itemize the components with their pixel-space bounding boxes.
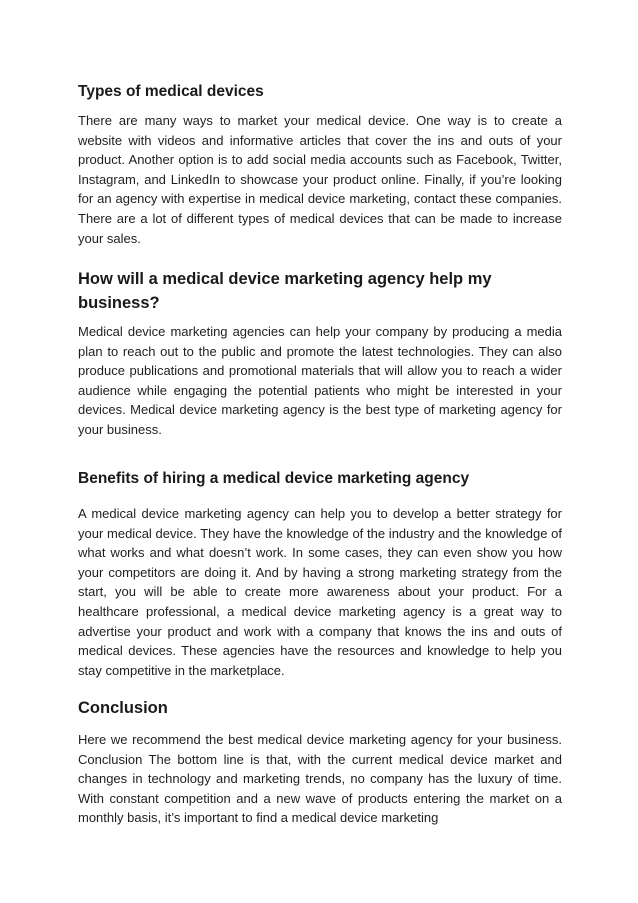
section-heading: How will a medical device marketing agency help my business?	[78, 270, 492, 312]
section-paragraph: A medical device marketing agency can help you to develop a better strategy for your medical device. They have the knowledge of the industry and the knowledge of what works and what doesn’t work. In some cases, they can even show you how your competitors are doing it. And by having a strong marketing strategy from the start, you will be able to create more awareness about your product. For a healthcare professional, a medical device marketing agency is a great way to advertise your product and work with a company that knows the ins and outs of medical devices. These agencies have the resources and knowledge to help you stay competitive in the marketplace.	[78, 506, 562, 678]
section-how-agency-helps	[78, 267, 562, 440]
section-heading: Types of medical devices	[78, 83, 264, 100]
section-paragraph: There are many ways to market your medical device. One way is to create a website with videos and informative articles that cover the ins and outs of your product. Another option is to add social media accounts such as Facebook, Twitter, Instagram, and LinkedIn to showcase your product online. Finally, if you’re looking for an agency with expertise in medical device marketing, contact these companies. There are a lot of different types of medical devices that can be made to increase your sales.	[78, 113, 562, 246]
section-heading: Benefits of hiring a medical device marketing agency	[78, 470, 470, 487]
section-conclusion	[78, 696, 562, 828]
section-paragraph: Here we recommend the best medical device marketing agency for your business. Conclusion The bottom line is that, with the current medical device market and changes in technology and marketing trends, no company has the luxury of time. With constant competition and a new wave of products entering the market on a monthly basis, it’s important to find a medical device marketing	[78, 732, 562, 826]
section-heading: Conclusion	[78, 699, 168, 717]
section-types-of-medical-devices	[78, 82, 562, 248]
section-benefits-of-hiring	[78, 469, 562, 680]
section-paragraph: Medical device marketing agencies can help your company by producing a media plan to reach out to the public and promote the latest technologies. They can also produce publications and promotional materials that will allow you to reach a wider audience while engaging the potential patients who might be interested in your devices. Medical device marketing agency is the best type of marketing agency for your business.	[78, 324, 562, 437]
